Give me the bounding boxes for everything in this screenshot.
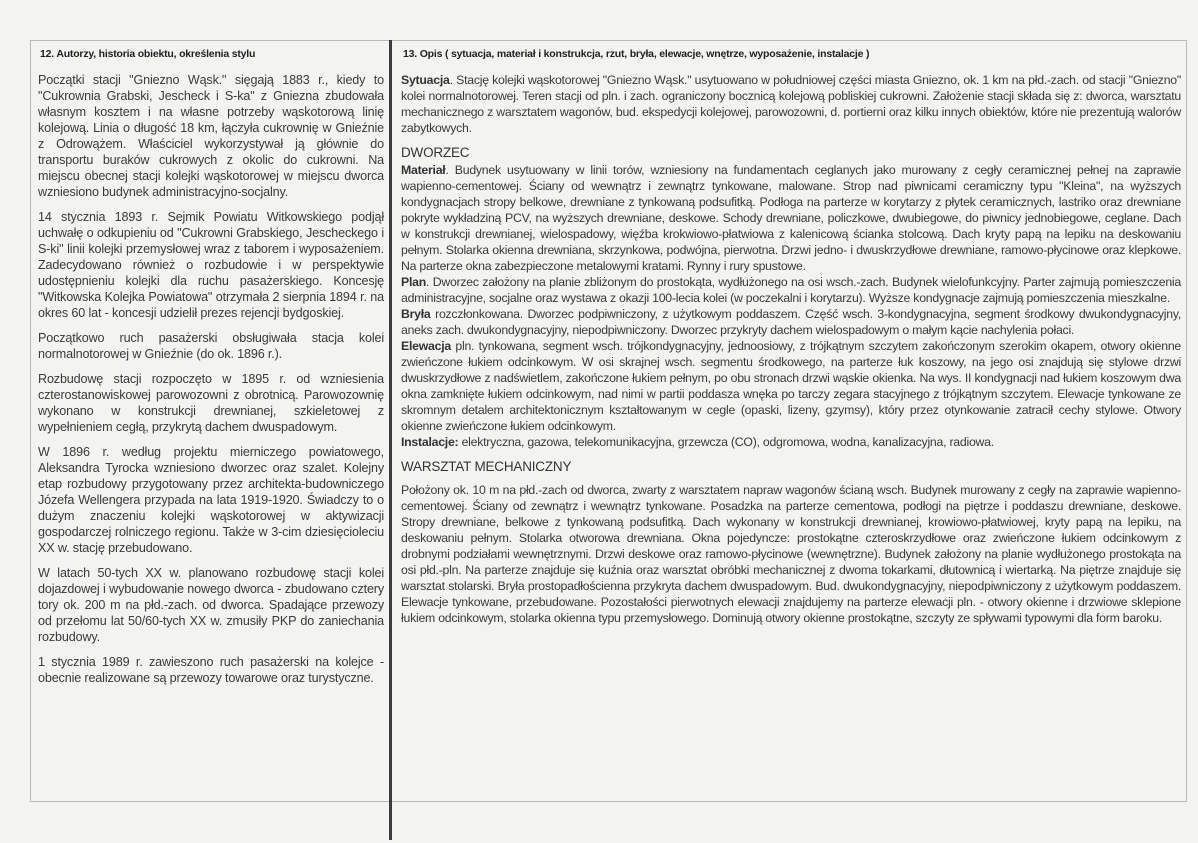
history-paragraph: Początkowo ruch pasażerski obsługiwała stacja kolei normalnotorowej w Gnieźnie (do ok. 1896 r.).	[38, 331, 384, 361]
warsztat-heading: WARSZTAT MECHANICZNY	[401, 459, 572, 474]
history-paragraph: 14 stycznia 1893 r. Sejmik Powiatu Witkowskiego podjął uchwałę o odkupieniu od "Cukrowni Grabskiego, Jescheckego i S-ki" linii kolejki przemysłowej wraz z taborem i wyposażeniem. Zadecydowano również o rozbudowie i w perspektywie udostępnieniu kolejki dla ruchu pasażerskiego. Koncesję "Witkowska Kolejka Powiatowa" otrzymała 2 sierpnia 1894 r. na okres 60 lat - koncesji udzielił prezes rejencji bydgoskiej.	[38, 210, 384, 320]
material-label: Materiał	[401, 163, 446, 177]
history-paragraph: Początki stacji "Gniezno Wąsk." sięgają 1883 r., kiedy to "Cukrownia Grabski, Jescheck i S-ka" z Gniezna zbudowała własnym kosztem i na własne potrzeby wąskotorową linię kolejową. Linia o długość 18 km, łączyła cukrownię w Gnieźnie z Odrowążem. Właściciel wykorzystywał ją głównie do transportu buraków cukrowych z okolic do cukrowni. Na miejscu obecnej stacji kolejki wąskotorowej w miejscu dworca wzniesiono budynek administracyjno-socjalny.	[38, 73, 384, 199]
history-paragraph: W 1896 r. według projektu mierniczego powiatowego, Aleksandra Tyrocka wzniesiono dworzec oraz szalet. Kolejny etap rozbudowy przygotowany przez architekta-budowniczego Józefa Wellengera przypada na lata 1919-1920. Świadczy to o dużym znaczeniu kolejki wąskotorowej w aktywizacji gospodarczej rolniczego regionu. Także w 3-cim dziesięcioleciu XX w. stację przebudowano.	[38, 445, 384, 555]
warsztat-paragraph: Położony ok. 10 m na płd.-zach od dworca, zwarty z warsztatem napraw wagonów ścianą wsch. Budynek murowany z cegły na zaprawie wapienno-cementowej. Ściany od zewnątrz i wewnątrz tynkowane. Posadzka na parterze cementowa, podłogi na piętrze i poddaszu drewniane, deskowe. Stropy drewniane, belkowe z tynkowaną podsufitką. Dach wykonany w konstrukcji drewnianej, krowiowo-płatwiowej, kryty papą na lepiku, na deskowaniu pełnym. Stolarka otworowa drewniana. Okna pojedyncze: prostokątne czteroskrzydłowe oraz zwieńczone łukiem odcinkowym z drobnymi podziałami wewnętrznymi. Drzwi deskowe oraz ramowo-płycinowe (wewnętrzne). Budynek założony na planie wydłużonego prostokąta na osi płd.-pln. Na parterze znajduje się kuźnia oraz warsztat obróbki mechanicznej z dwoma tokarkami, dłutownicą i wiertarką. Na piętrze znajduje się warsztat stolarski. Bryła prostopadłościenna przykryta dachem dwuspadowym. Bud. dwukondygnacyjny, niepodpiwniczony z użytkowym poddaszem. Elewacje tynkowane, przebudowane. Pozostałości pierwotnych elewacji znajdujemy na parterze elewacji pln. - otwory okienne i drzwiowe sklepione łukiem odcinkowym, stolarka okienna typu przemysłowego. Dominują otwory okienne prostokątne, szczyty ze spływami typowymi dla form baroku.	[401, 483, 1181, 625]
elewacja-label: Elewacja	[401, 339, 451, 353]
description-column	[401, 48, 1181, 626]
elewacja-text: pln. tynkowana, segment wsch. trójkondygnacyjny, jednoosiowy, z trójkątnym szczytem zakończonym szerokim okapem, otwory okienne zwieńczone łukiem odcinkowym. W osi skrajnej wsch. segmentu środkowego, na parterze łuk koszowy, na jego osi znajdują się stylowe drzwi dwuskrzydłowe z nadświetlem, zakończone łukiem pełnym, po obu stronach drzwi wąskie okienka. Na wys. II kondygnacji nad łukiem koszowym dwa okna zamknięte łukiem odcinkowym, nad nimi w partii poddasza wnęka po tarczy zegara stacyjnego z trójkątnym szczytem. Elewacje tynkowane ze skromnym detalem architektonicznym kształtowanym w cegle (opaski, lizeny, gzymsy), który przez otynkowanie zatracił cechy stylowe. Otwory okienne zwieńczone łukiem odcinkowym.	[401, 339, 1181, 433]
material-paragraph	[401, 162, 1181, 274]
history-paragraph: W latach 50-tych XX w. planowano rozbudowę stacji kolei dojazdowej i wybudowanie nowego dworca - zbudowano cztery tory ok. 200 m na płd.-zach. od dworca. Spadające przewozy od przełomu lat 50/60-tych XX w. zmusiły PKP do zaniechania rozbudowy.	[38, 566, 384, 644]
dworzec-heading: DWORZEC	[401, 145, 470, 160]
plan-label: Plan	[401, 275, 426, 289]
plan-paragraph	[401, 274, 1181, 306]
situation-label: Sytuacja	[401, 73, 450, 87]
situation-text: . Stację kolejki wąskotorowej "Gniezno Wąsk." usytuowano w południowej części miasta Gniezno, ok. 1 km na płd.-zach. od stacji "Gniezno" kolei normalnotorowej. Teren stacji od pln. i zach. ograniczony bocznicą kolejową pobliskiej cukrowni. Założenie stacji składa się z: dworca, warsztatu mechanicznego z warsztatem wagonów, bud. ekspedycji kolejowej, parowozowni, d. portierni oraz kilku innych obiektów, które nie prezentują walorów zabytkowych.	[401, 73, 1181, 135]
history-column	[38, 48, 384, 695]
situation-paragraph	[401, 72, 1181, 136]
history-paragraph: Rozbudowę stacji rozpoczęto w 1895 r. od wzniesienia czterostanowiskowej parowozowni z obrotnicą. Parowozownię wykonano w konstrukcji drewnianej, szkieletowej z wypełnieniem cegłą, przykrytą dachem dwuspadowym.	[38, 372, 384, 434]
column-divider	[389, 40, 392, 840]
instalacje-text: elektryczna, gazowa, telekomunikacyjna, grzewcza (CO), odgromowa, wodna, kanalizacyjna, radiowa.	[458, 435, 994, 449]
elewacja-paragraph	[401, 338, 1181, 434]
bryla-paragraph	[401, 306, 1181, 338]
instalacje-label: Instalacje:	[401, 435, 459, 449]
bryla-text: rozczłonkowana. Dworzec podpiwniczony, z użytkowym poddaszem. Część wsch. 3-kondygnacyjna, segment środkowy dwukondygnacyjny, aneks zach. dwukondygnacyjny, niepodpiwniczony. Dworzec przykryty dachem wielospadowym o małym kącie nachylenia połaci.	[401, 307, 1181, 337]
material-text: . Budynek usytuowany w linii torów, wzniesiony na fundamentach ceglanych jako murowany z cegły ceramicznej pełnej na zaprawie wapienno-cementowej. Ściany od wewnątrz i zewnątrz tynkowane, malowane. Strop nad piwnicami ceramiczny typu "Kleina", na wyższych kondygnacjach stropy belkowe, drewniane z tynkowaną podsufitką. Podłoga na parterze w korytarzy z płytek ceramicznych, lastriko oraz drewniane pokryte wykładziną PCV, na wyższych drewniane, deskowe. Schody drewniane, policzkowe, dwubiegowe, do piwnicy jednobiegowe, ceglane. Dach w konstrukcji drewnianej, wielospadowy, więźba krokwiowo-płatwiowa z kalenicową ścianka stolcową. Dach kryty papą na lepiku na deskowaniu pełnym. Stolarka okienna drewniana, skrzynkowa, podwójna, pierwotna. Drzwi jedno- i dwuskrzydłowe drewniane, ramowo-płycinowe oraz klepkowe. Na parterze okna zabezpieczone metalowymi kratami. Rynny i rury spustowe.	[401, 163, 1181, 273]
bryla-label: Bryła	[401, 307, 431, 321]
section-13-heading: 13. Opis ( sytuacja, materiał i konstrukcja, rzut, bryła, elewacje, wnętrze, wyposażenie, instalacje )	[403, 48, 870, 60]
history-paragraph: 1 stycznia 1989 r. zawieszono ruch pasażerski na kolejce - obecnie realizowane są przewozy towarowe oraz turystyczne.	[38, 655, 384, 685]
section-12-heading: 12. Autorzy, historia obiektu, określenia stylu	[40, 48, 256, 60]
instalacje-paragraph	[401, 434, 1181, 450]
plan-text: . Dworzec założony na planie zbliżonym do prostokąta, wydłużonego na osi wsch.-zach. Budynek wielofunkcyjny. Parter zajmują pomieszczenia administracyjne, socjalne oraz wystawa z okazji 100-lecia kolei (w poczekalni i korytarzu). Wyższe kondygnacje zajmują pomieszczenia mieszkalne.	[401, 275, 1181, 305]
